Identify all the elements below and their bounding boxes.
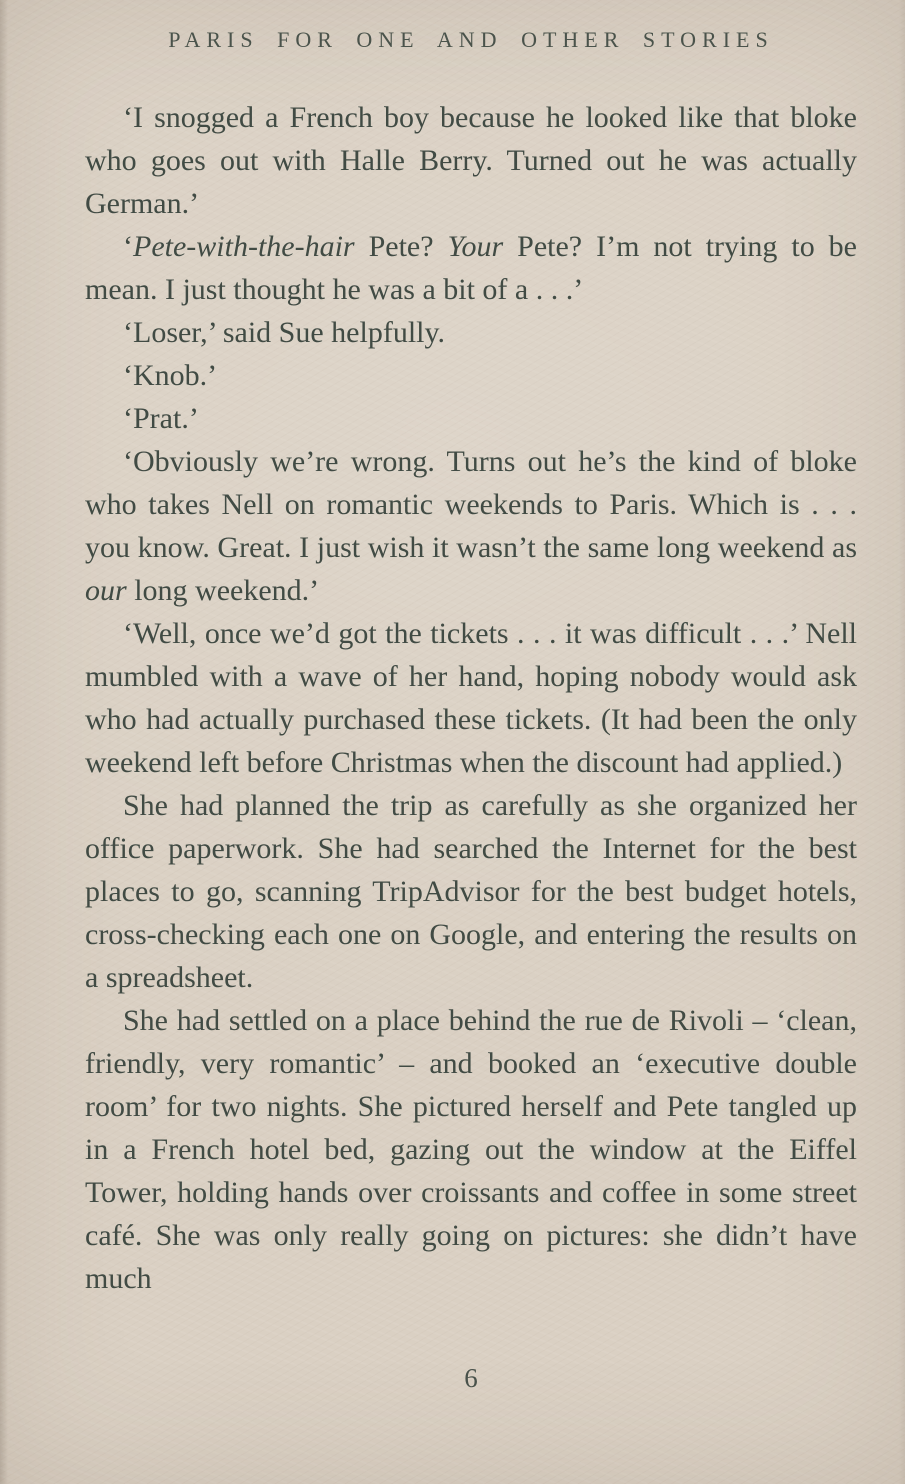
paragraph: [85, 784, 857, 999]
paragraph: [85, 225, 857, 311]
text-run: ‘Loser,’ said Sue helpfully.: [123, 316, 446, 349]
running-header: PARIS FOR ONE AND OTHER STORIES: [168, 27, 774, 52]
text-run: Pete?: [354, 230, 448, 263]
italic-text-run: Your: [447, 230, 504, 263]
text-run: ‘Well, once we’d got the tickets . . . it was difficult . . .’ Nell mumbled with a wave of her hand, hoping nobody would ask who had actually purchased these tickets. (It had been the only weekend left before Christmas when the discount had applied.): [85, 617, 857, 779]
paragraph: [85, 354, 857, 397]
text-run: long weekend.’: [126, 574, 320, 607]
text-run: ‘Obviously we’re wrong. Turns out he’s the kind of bloke who takes Nell on romantic weekends to Paris. Which is . . . you know. Great. I just wish it wasn’t the same long weekend as: [85, 445, 857, 564]
text-run: She had planned the trip as carefully as she organized her office paperwork. She had searched the Internet for the best places to go, scanning TripAdvisor for the best budget hotels, cross-checking each one on Google, and entering the results on a spreadsheet.: [85, 789, 857, 994]
paragraph: [85, 397, 857, 440]
paragraph: [85, 311, 857, 354]
text-run: ‘Knob.’: [123, 359, 218, 392]
italic-text-run: our: [85, 574, 127, 607]
text-run: She had settled on a place behind the rue de Rivoli – ‘clean, friendly, very romantic’ – and booked an ‘executive double room’ for two nights. She pictured herself and Pete tangled up in a French hotel bed, gazing out the window at the Eiffel Tower, holding hands over croissants and coffee in some street café. She was only really going on pictures: she didn’t have much: [85, 1004, 857, 1295]
text-run: ‘Prat.’: [123, 402, 199, 435]
body-text: [85, 96, 857, 1300]
text-run: Pete? I’m not trying to be mean. I just thought he was a bit of a . . .’: [85, 230, 857, 306]
paragraph: [85, 440, 857, 612]
italic-text-run: Pete-with-the-hair: [133, 230, 355, 263]
text-run: ‘I snogged a French boy because he looked like that bloke who goes out with Halle Berry. Turned out he was actually German.’: [85, 101, 857, 220]
paragraph: [85, 96, 857, 225]
text-run: ‘: [123, 230, 133, 263]
page-number: 6: [464, 1363, 478, 1393]
paragraph: [85, 999, 857, 1300]
paragraph: [85, 612, 857, 784]
